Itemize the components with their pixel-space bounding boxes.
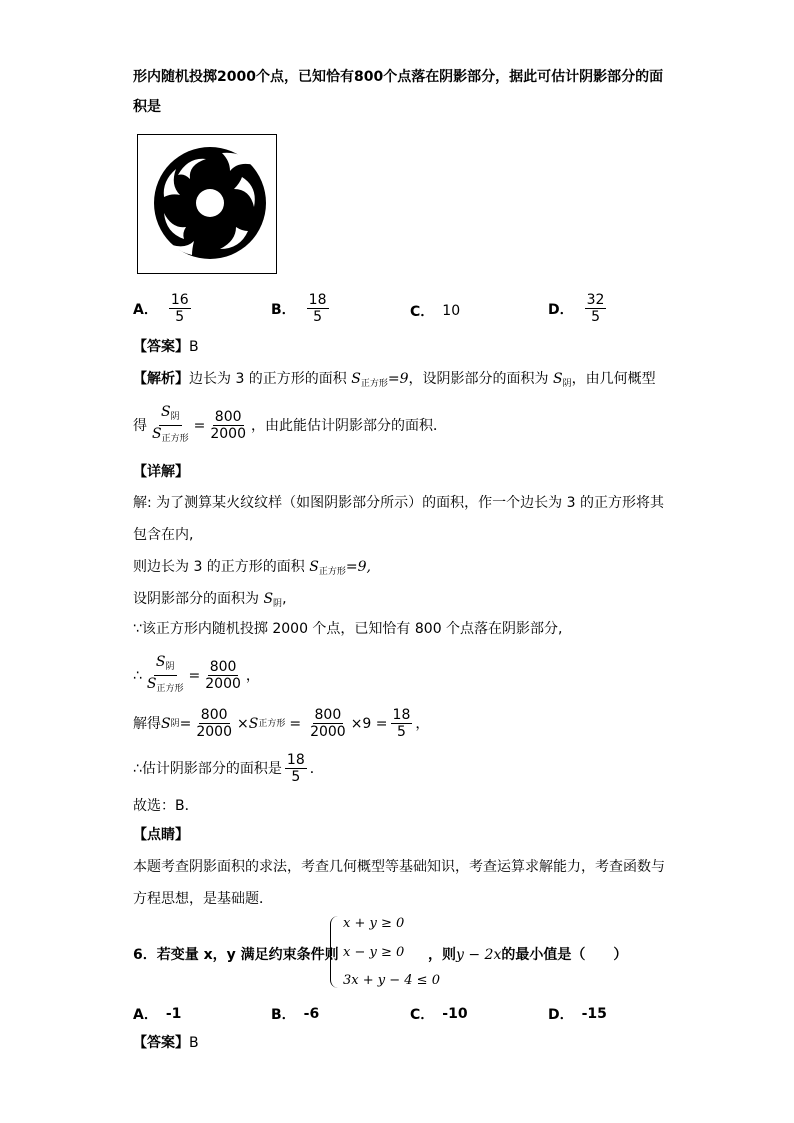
option-fraction: $\frac{32}{5}$ <box>586 292 605 325</box>
q5-analysis-line2 <box>133 404 447 447</box>
math-sub: 阴 <box>562 379 572 389</box>
q5-detail-solve: 解得 S 阴 = $\frac{800}{2000}$ × S 正方形 = $\frac{800}{2000}$ ×9 = $\frac{18}{5}$ ， <box>133 707 430 740</box>
q6-option-c[interactable]: C． -10 <box>410 1006 468 1023</box>
q6-option-b[interactable]: B． -6 <box>271 1006 320 1023</box>
fire-pattern-image <box>138 135 276 273</box>
q5-option-c[interactable] <box>410 301 460 321</box>
q5-stem-line1: 形内随机投掷2000个点，已知恰有800个点落在阴影部分，据此可估计阴影部分的面 <box>133 69 664 85</box>
option-fraction: $\frac{16}{5}$ <box>170 292 189 325</box>
math-eq: =9 <box>387 371 409 387</box>
fraction: $\frac{18}{5}$ <box>392 707 411 740</box>
q5-detail-estimate: ∴估计阴影部分的面积是 $\frac{18}{5}$ ． <box>133 752 324 785</box>
option-value: 10 <box>442 303 461 319</box>
analysis-text: 得 <box>133 417 147 434</box>
q5-detail-line3: 则边长为 3 的正方形的面积 $S_{正方形}=9$, <box>133 559 371 577</box>
analysis-text: ，由此能估计阴影部分的面积． <box>250 417 447 434</box>
ratio-fraction: $\frac{S_阴}{S_{正方形}}$ <box>152 404 189 444</box>
analysis-tag: 【解析】 <box>133 371 189 387</box>
equals: = <box>193 417 206 434</box>
q6-option-d[interactable]: D． -15 <box>548 1006 607 1023</box>
analysis-text: ，设阴影部分的面积为 <box>408 371 553 387</box>
option-label: C． <box>410 304 435 320</box>
q5-answer <box>133 338 199 356</box>
answer-tag: 【答案】 <box>133 339 189 355</box>
math-s: S <box>552 371 563 387</box>
ratio-fraction: $\frac{S_阴}{S_{正方形}}$ <box>146 654 184 694</box>
q5-comment-line2: 方程思想，是基础题． <box>133 891 273 907</box>
option-label: D． <box>548 301 574 318</box>
q5-detail-tag: 【详解】 <box>133 464 189 480</box>
fraction: $\frac{800}{2000}$ <box>196 707 232 740</box>
ratio-fraction: $\frac{800}{2000}$ <box>210 409 246 442</box>
q6-answer: 【答案】B <box>133 1035 199 1051</box>
ratio-fraction: $\frac{800}{2000}$ <box>205 659 241 692</box>
option-fraction: $\frac{18}{5}$ <box>308 292 327 325</box>
q5-detail-line4: 设阴影部分的面积为 $S_阴$, <box>133 591 287 609</box>
q5-option-b[interactable] <box>271 292 332 325</box>
fraction: $\frac{800}{2000}$ <box>310 707 346 740</box>
constraint: x − y ≥ 0 <box>343 944 405 960</box>
math-s: S <box>351 371 361 387</box>
constraint: x + y ≥ 0 <box>343 916 405 931</box>
q5-detail-ratio: ∴ $\frac{S_阴}{S_{正方形}}$ = $\frac{800}{2000}$ ， <box>133 654 260 697</box>
option-label: A． <box>133 301 158 318</box>
q5-detail-line2: 包含在内, <box>133 527 194 543</box>
q6-stem-prefix: 6．若变量 x，y 满足约束条件则 <box>133 947 339 963</box>
q5-comment-tag: 【点睛】 <box>133 827 189 843</box>
fire-pattern-figure <box>137 134 277 274</box>
q5-analysis-line1 <box>133 370 656 393</box>
q5-stem-line2: 积是 <box>133 99 161 115</box>
analysis-text: ，由几何概型 <box>571 371 656 387</box>
fraction: $\frac{18}{5}$ <box>286 752 305 785</box>
q6-constraint-system <box>330 916 440 988</box>
brace <box>330 916 339 988</box>
q5-detail-line5: ∵该正方形内随机投掷 2000 个点，已知恰有 800 个点落在阴影部分, <box>133 621 563 637</box>
analysis-text: 边长为 3 的正方形的面积 <box>189 371 352 387</box>
q5-detail-line1: 解: 为了测算某火纹纹样（如图阴影部分所示）的面积，作一个边长为 3 的正方形将其 <box>133 495 664 511</box>
q5-choose: 故选：B． <box>133 798 199 814</box>
q5-option-a[interactable] <box>133 292 194 325</box>
q6-stem-suffix: ，则y − 2x的最小值是（ ） <box>428 947 628 963</box>
math-sub: 正方形 <box>360 379 388 389</box>
q5-comment-line1: 本题考查阴影面积的求法，考查几何概型等基础知识，考查运算求解能力，考查函数与 <box>133 859 665 875</box>
answer-value: B <box>189 339 199 355</box>
constraint: 3x + y − 4 ≤ 0 <box>343 973 440 988</box>
option-label: B． <box>271 301 296 318</box>
q6-option-a[interactable]: A． -1 <box>133 1006 182 1023</box>
q5-option-d[interactable] <box>548 292 609 325</box>
